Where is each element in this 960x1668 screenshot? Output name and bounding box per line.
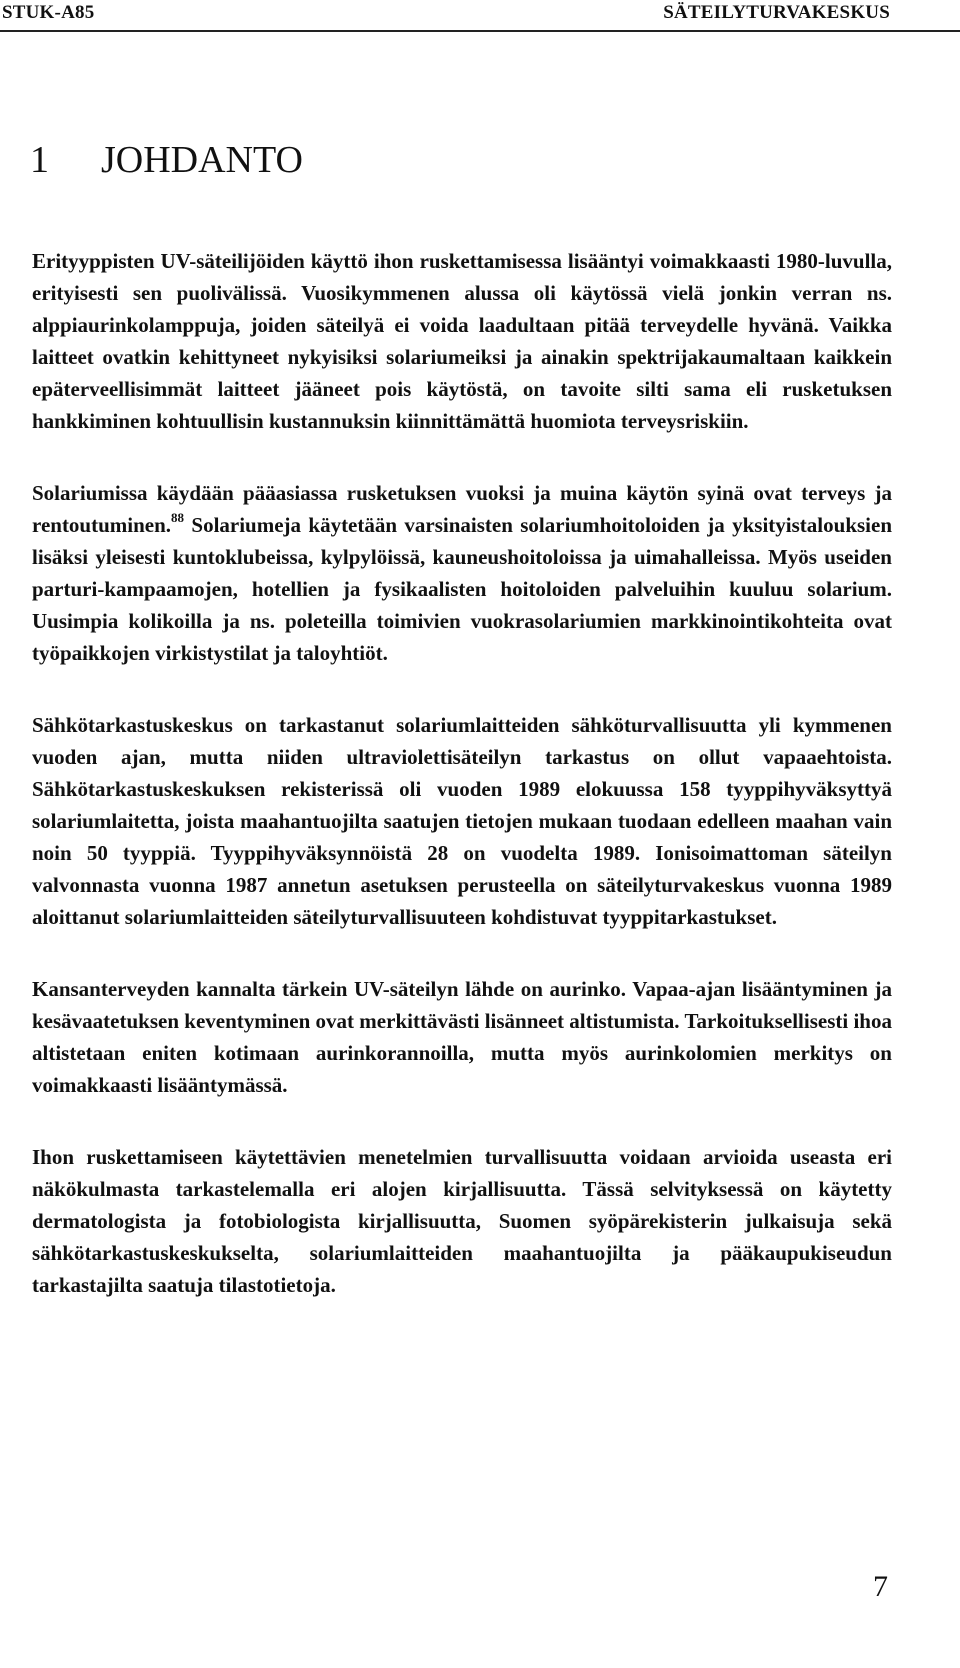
paragraph-text: Solariumeja käytetään varsinaisten solariumhoitoloiden ja yksityistalouksien lisäksi yleisesti kuntoklubeissa, kylpylöissä, kauneushoitoloissa ja uimahalleissa. Myös useiden parturi-kampaamojen, hotellien ja fysikaalisten hoitoloiden palveluihin kuuluu solarium. Uusimpia kolikoilla ja ns. poleteilla toimivien vuokrasolariumien markkinointikohteita ovat työpaikkojen virkistystilat ja taloyhtiöt. <box>32 513 892 665</box>
chapter-heading <box>30 138 303 182</box>
page-number: 7 <box>873 1570 888 1603</box>
publisher-name: SÄTEILYTURVAKESKUS <box>663 2 890 23</box>
chapter-number: 1 <box>30 139 49 181</box>
paragraph <box>32 477 892 669</box>
paragraph: Sähkötarkastuskeskus on tarkastanut solariumlaitteiden sähköturvallisuutta yli kymmenen vuoden ajan, mutta niiden ultraviolettisäteilyn tarkastus on ollut vapaaehtoista. Sähkötarkastuskeskuksen rekisterissä oli vuoden 1989 elokuussa 158 tyyppihyväksyttyä solariumlaitetta, joista maahantuojilta saatujen tietojen mukaan tuodaan edelleen maahan vain noin 50 tyyppiä. Tyyppihyväksynnöistä 28 on vuodelta 1989. Ionisoimattoman säteilyn valvonnasta vuonna 1987 annetun asetuksen perusteella on säteilyturvakeskus vuonna 1989 aloittanut solariumlaitteiden säteilyturvallisuuteen kohdistuvat tyyppitarkastukset. <box>32 713 892 929</box>
reference-number: 88 <box>171 510 185 525</box>
chapter-body <box>32 245 892 1341</box>
paragraph: Kansanterveyden kannalta tärkein UV-säteilyn lähde on aurinko. Vapaa-ajan lisääntyminen ja kesävaatetuksen keventyminen ovat merkittävästi lisänneet altistumista. Tarkoituksellisesti ihoa altistetaan eniten kotimaan aurinkorannoilla, mutta myös aurinkolomien merkitys on voimakkaasti lisääntymässä. <box>32 977 892 1097</box>
paragraph: Erityyppisten UV-säteilijöiden käyttö ihon ruskettamisessa lisääntyi voimakkaasti 1980-luvulla, erityisesti sen puolivälissä. Vuosikymmenen alussa oli käytössä vielä jonkin verran ns. alppiaurinkolamppuja, joiden säteilyä ei voida laadultaan pitää terveydelle hyvänä. Vaikka laitteet ovatkin kehittyneet nykyisiksi solariumeiksi ja ainakin spektrijakaumaltaan kaikkein epäterveellisimmät laitteet jääneet pois käytöstä, on tavoite silti sama eli rusketuksen hankkiminen kohtuullisin kustannuksin kiinnittämättä huomiota terveysriskiin. <box>32 249 892 433</box>
paragraph: Ihon ruskettamiseen käytettävien menetelmien turvallisuutta voidaan arvioida useasta eri näkökulmasta tarkastelemalla eri alojen kirjallisuutta. Tässä selvityksessä on käytetty dermatologista ja fotobiologista kirjallisuutta, Suomen syöpärekisterin julkaisuja sekä sähkötarkastuskeskukselta, solariumlaitteiden maahantuojilta ja pääkaupukiseudun tarkastajilta saatuja tilastotietoja. <box>32 1145 892 1297</box>
chapter-title: JOHDANTO <box>101 139 303 181</box>
header-divider <box>0 30 960 32</box>
report-code: STUK-A85 <box>2 2 95 23</box>
paragraph-text: Solariumissa käydään pääasiassa rusketuksen vuoksi ja muina käytön syinä ovat terveys ja rentoutuminen. <box>32 481 892 537</box>
